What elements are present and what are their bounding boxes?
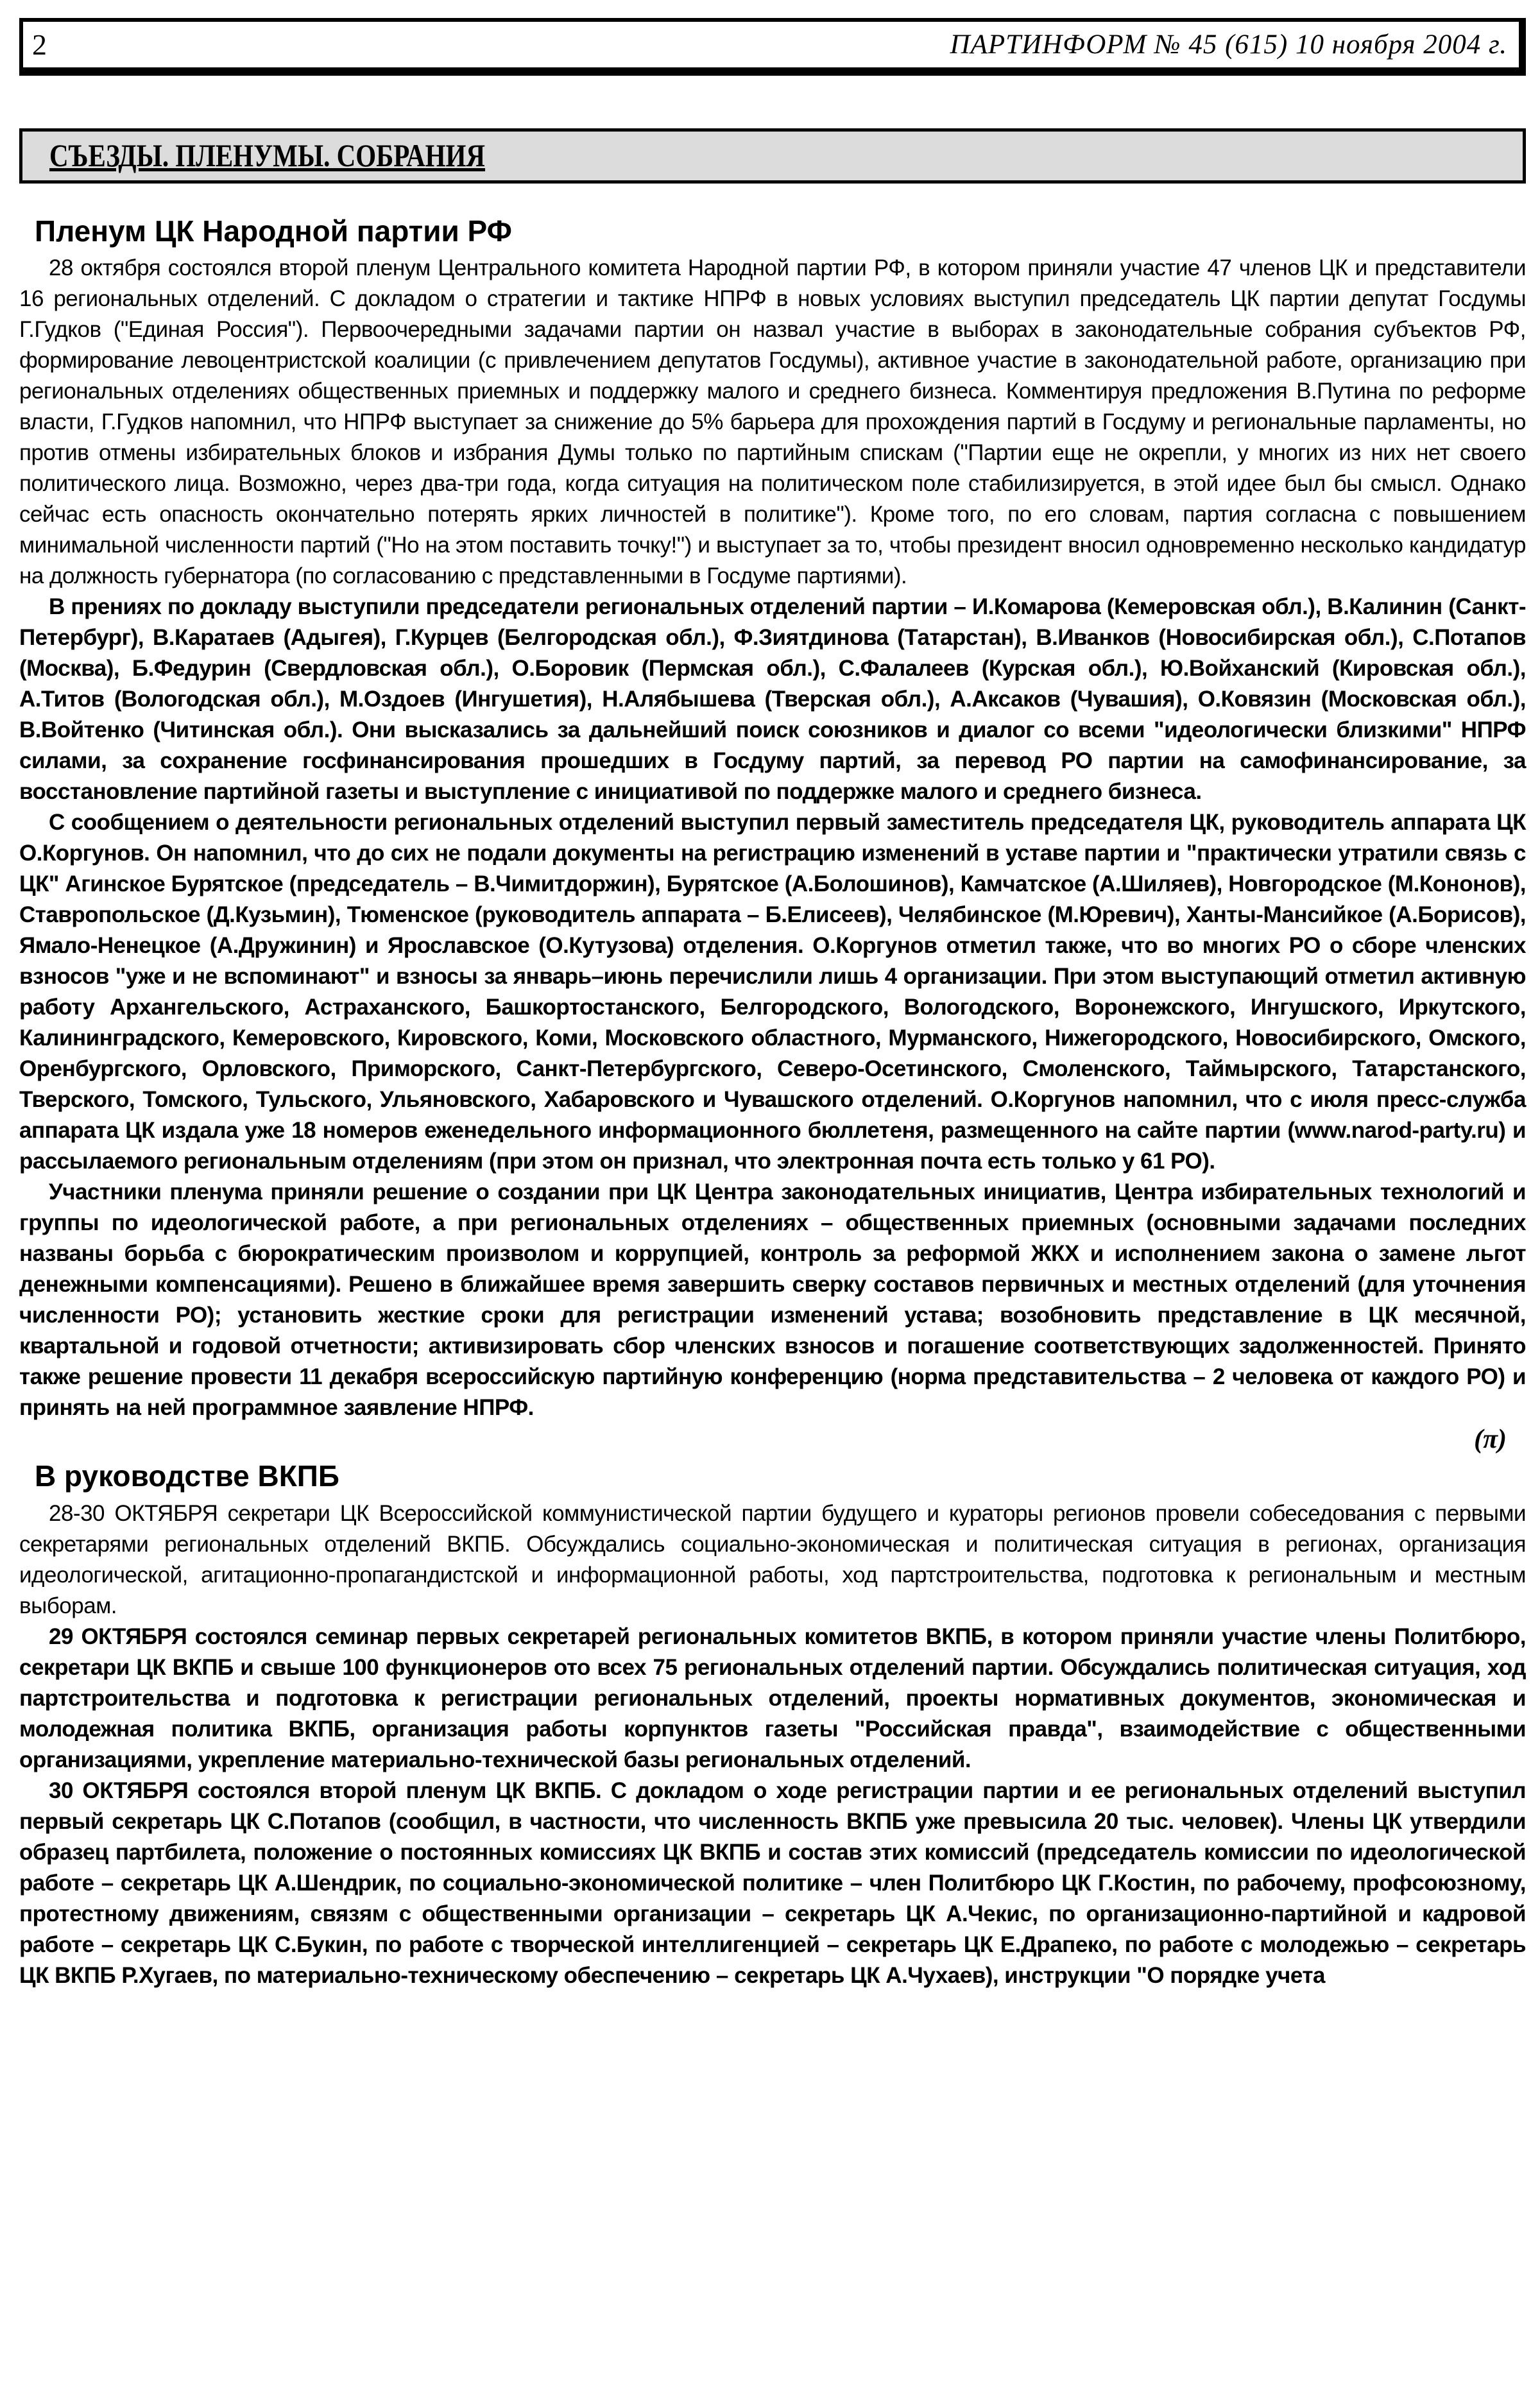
pi-signature: (π) <box>1474 1425 1507 1455</box>
article-paragraph: 29 ОКТЯБРЯ состоялся семинар первых секретарей региональных комитетов ВКПБ, в котором приняли участие члены Политбюро, секретари ЦК ВКПБ и свыше 100 функционеров ото всех 75 региональных отделений партии. Обсуждались политическая ситуация, ход партстроительства и подготовка к регистрации региональных отделений, проекты нормативных документов, экономическая и молодежная политика ВКПБ, организация работы корпунктов газеты "Российская правда", взаимодействие с общественными организациями, укрепление материально-технической базы региональных отделений. <box>19 1624 1526 1772</box>
article-title: Пленум ЦК Народной партии РФ <box>35 214 512 248</box>
article-paragraph: 30 ОКТЯБРЯ состоялся второй пленум ЦК ВКПБ. С докладом о ходе регистрации партии и ее региональных отделений выступил первый секретарь ЦК С.Потапов (сообщил, в частности, что численность ВКПБ уже превысила 20 тыс. человек). Члены ЦК утвердили образец партбилета, положение о постоянных комиссиях ЦК ВКПБ и состав этих комиссий (председатель комиссии по идеологической работе – секретарь ЦК А.Шендрик, по социально-экономической политике – член Политбюро ЦК Г.Костин, по рабочему, профсоюзному, протестному движениям, связям с общественными организации – секретарь ЦК А.Чекис, по организационно-партийной и кадровой работе – секретарь ЦК С.Букин, по работе с творческой интеллигенцией – секретарь ЦК Е.Драпеко, по работе с молодежью – секретарь ЦК ВКПБ Р.Хугаев, по материально-техническому обеспечению – секретарь ЦК А.Чухаев), инструкции "О порядке учета <box>19 1778 1526 1988</box>
section-title: СЪЕЗДЫ. ПЛЕНУМЫ. СОБРАНИЯ <box>49 137 486 173</box>
article-paragraph: 28 октября состоялся второй пленум Центрального комитета Народной партии РФ, в котором приняли участие 47 членов ЦК и представители 16 региональных отделений. С докладом о стратегии и тактике НПРФ в новых условиях выступил председатель ЦК партии депутат Госдумы Г.Гудков ("Единая Россия"). Первоочередными задачами партии он назвал участие в выборах в законодательные собрания субъектов РФ, формирование левоцентристской коалиции (с привлечением депутатов Госдумы), активное участие в законодательной работе, организацию при региональных отделениях общественных приемных и поддержку малого и среднего бизнеса. Комментируя предложения В.Путина по реформе власти, Г.Гудков напомнил, что НПРФ выступает за снижение до 5% барьера для прохождения партий в Госдуму и региональные парламенты, но против отмены избирательных блоков и избрания Думы только по партийным спискам ("Партии еще не окрепли, у многих из них нет своего политического лица. Возможно, через два-три года, когда ситуация на политическом поле стабилизируется, в этой идее был бы смысл. Однако сейчас есть опасность окончательно потерять ярких личностей в политике"). Кроме того, по его словам, партия согласна с повышением минимальной численности партий ("Но на этом поставить точку!") и выступает за то, чтобы президент вносил одновременно несколько кандидатур на должность губернатора (по согласованию с представленными в Госдуме партиями). <box>19 255 1526 589</box>
article-paragraph: С сообщением о деятельности региональных отделений выступил первый заместитель председателя ЦК, руководитель аппарата ЦК О.Коргунов. Он напомнил, что до сих не подали документы на регистрацию изменений в уставе партии и "практически утратили связь с ЦК" Агинское Бурятское (председатель – В.Чимитдоржин), Бурятское (А.Болошинов), Камчатское (А.Шиляев), Новгородское (М.Кононов), Ставропольское (Д.Кузьмин), Тюменское (руководитель аппарата – Б.Елисеев), Челябинское (М.Юревич), Ханты-Мансийкое (А.Борисов), Ямало-Ненецкое (А.Дружинин) и Ярославское (О.Кутузова) отделения. О.Коргунов отметил также, что во многих РО о сборе членских взносов "уже и не вспоминают" и взносы за январь–июнь перечислили лишь 4 организации. При этом выступающий отметил активную работу Архангельского, Астраханского, Башкортостанского, Белгородского, Вологодского, Воронежского, Ингушского, Иркутского, Калининградского, Кемеровского, Кировского, Коми, Московского областного, Мурманского, Нижегородского, Новосибирского, Омского, Оренбургского, Орловского, Приморского, Санкт-Петербургского, Северо-Осетинского, Смоленского, Таймырского, Татарстанского, Тверского, Томского, Тульского, Ульяновского, Хабаровского и Чувашского отделений. О.Коргунов напомнил, что с июля пресс-служба аппарата ЦК издала уже 18 номеров еженедельного информационного бюллетеня, размещенного на сайте партии (www.narod-party.ru) и рассылаемого региональным отделениям (при этом он признал, что электронная почта есть только у 61 РО). <box>19 810 1526 1174</box>
journal-masthead: ПАРТИНФОРМ № 45 (615) 10 ноября 2004 г. <box>950 30 1507 60</box>
article-vkpb-leadership <box>19 1461 1526 1991</box>
article-paragraph: Участники пленума приняли решение о создании при ЦК Центра законодательных инициатив, Центра избирательных технологий и группы по идеологической работе, а при региональных отделениях – общественных приемных (основными задачами последних названы борьба с бюрократическим произволом и коррупцией, контроль за реформой ЖКХ и исполнением закона о замене льгот денежными компенсациями). Решено в ближайшее время завершить сверку составов первичных и местных отделений (для уточнения численности РО); установить жесткие сроки для регистрации изменений устава; возобновить представление в ЦК месячной, квартальной и годовой отчетности; активизировать сбор членских взносов и погашение соответствующих задолженностей. Принято также решение провести 11 декабря всероссийскую партийную конференцию (норма представительства – 2 человека от каждого РО) и принять на ней программное заявление НПРФ. <box>19 1179 1526 1421</box>
page-number-label: 2 <box>32 28 47 61</box>
article-plenum-nprf <box>19 216 1526 1455</box>
section-header-bar <box>19 128 1526 184</box>
page-header <box>19 18 1526 76</box>
article-title: В руководстве ВКПБ <box>35 1459 339 1493</box>
article-paragraph: В прениях по докладу выступили председатели региональных отделений партии – И.Комарова (Кемеровская обл.), В.Калинин (Санкт-Петербург), В.Каратаев (Адыгея), Г.Курцев (Белгородская обл.), Ф.Зиятдинова (Татарстан), В.Иванков (Новосибирская обл.), С.Потапов (Москва), Б.Федурин (Свердловская обл.), О.Боровик (Пермская обл.), С.Фалалеев (Курская обл.), Ю.Войханский (Кировская обл.), А.Титов (Вологодская обл.), М.Оздоев (Ингушетия), Н.Алябышева (Тверская обл.), А.Аксаков (Чувашия), О.Ковязин (Московская обл.), В.Войтенко (Читинская обл.). Они высказались за дальнейший поиск союзников и диалог со всеми "идеологически близкими" НПРФ силами, за сохранение госфинансирования прошедших в Госдуму партий, за перевод РО партии на самофинансирование, за восстановление партийной газеты и выступление с инициативой по поддержке малого и среднего бизнеса. <box>19 594 1526 805</box>
article-paragraph: 28-30 ОКТЯБРЯ секретари ЦК Всероссийской коммунистической партии будущего и кураторы регионов провели собеседования с первыми секретарями региональных отделений ВКПБ. Обсуждались социально-экономическая и политическая ситуация в регионах, организация идеологической, агитационно-пропагандистской и информационной работы, ход партстроительства, подготовка к региональным и местным выборам. <box>19 1500 1526 1618</box>
